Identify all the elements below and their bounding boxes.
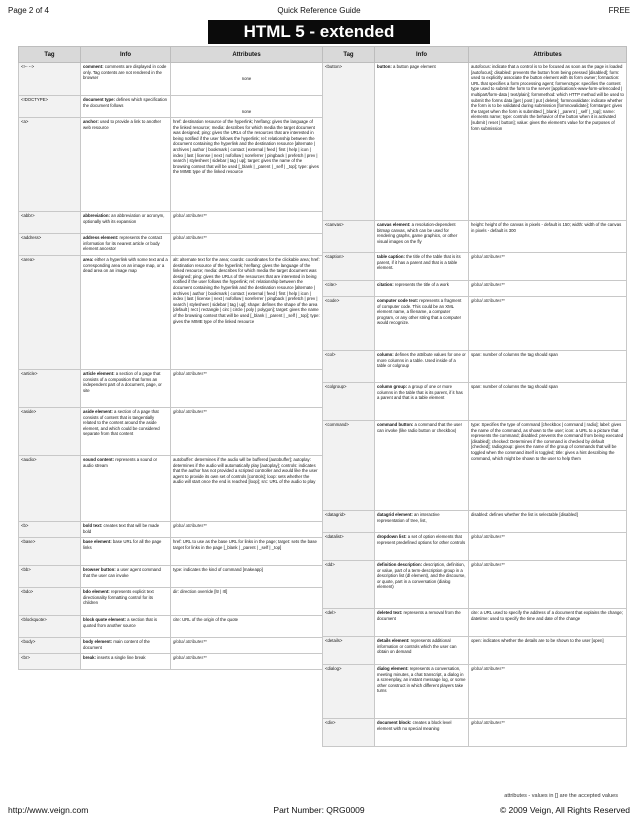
table-row bbox=[19, 522, 323, 538]
info-cell bbox=[81, 256, 171, 370]
element-description: represents explicit text directionality formatting control for its children bbox=[83, 589, 154, 606]
page-title: HTML 5 - extended bbox=[208, 20, 430, 44]
right-table bbox=[322, 46, 627, 747]
element-description: an abbreviation or acronym, optionally with its expansion bbox=[83, 213, 165, 224]
attributes-cell bbox=[171, 588, 323, 616]
attributes-text: global attributes** bbox=[471, 534, 505, 539]
info-cell bbox=[375, 297, 469, 351]
attributes-text: global attributes** bbox=[173, 409, 207, 414]
attributes-text: global attributes** bbox=[173, 639, 207, 644]
attributes-cell bbox=[171, 456, 323, 522]
table-row bbox=[19, 588, 323, 616]
element-name: aside element: bbox=[83, 409, 113, 414]
attributes-cell bbox=[469, 665, 627, 719]
attributes-cell bbox=[469, 383, 627, 421]
table-row bbox=[19, 212, 323, 234]
table-row bbox=[19, 654, 323, 670]
attributes-cell bbox=[171, 118, 323, 212]
guide-label: Quick Reference Guide bbox=[277, 6, 361, 15]
element-description: comments are displayed in code only. Tag contents are not rendered in the browser bbox=[83, 64, 167, 81]
element-name: document type: bbox=[83, 97, 115, 102]
info-cell bbox=[81, 588, 171, 616]
tag-cell: <a> bbox=[19, 118, 81, 212]
attributes-text: global attributes** bbox=[173, 371, 207, 376]
element-name: computer code text: bbox=[377, 298, 419, 303]
attributes-cell bbox=[469, 637, 627, 665]
tag-cell: <audio> bbox=[19, 456, 81, 522]
tag-cell: <dialog> bbox=[323, 665, 375, 719]
element-name: base element: bbox=[83, 539, 112, 544]
element-name: dropdown list: bbox=[377, 534, 407, 539]
element-description: a command that the user can invoke (like radio button or checkbox) bbox=[377, 422, 463, 433]
tag-cell: <colgroup> bbox=[323, 383, 375, 421]
element-name: body element: bbox=[83, 639, 113, 644]
tag-cell: <button> bbox=[323, 63, 375, 221]
table-row bbox=[323, 281, 627, 297]
info-cell bbox=[375, 253, 469, 281]
table-row bbox=[323, 221, 627, 253]
element-description: base URL for all the page links bbox=[83, 539, 162, 550]
attributes-cell bbox=[171, 256, 323, 370]
attributes-text: global attributes** bbox=[471, 282, 505, 287]
info-cell bbox=[375, 665, 469, 719]
attributes-cell bbox=[469, 63, 627, 221]
attributes-text: height: height of the canvas in pixels - default is 150; width: width of the canvas in pixels - default is 300 bbox=[471, 222, 622, 233]
table-row bbox=[19, 63, 323, 96]
attributes-cell bbox=[171, 96, 323, 118]
element-name: block quote element: bbox=[83, 617, 126, 622]
element-name: details element: bbox=[377, 638, 410, 643]
info-cell bbox=[375, 421, 469, 511]
info-cell bbox=[81, 234, 171, 256]
table-row bbox=[323, 511, 627, 533]
element-name: area: bbox=[83, 257, 94, 262]
info-cell bbox=[375, 533, 469, 561]
attributes-text: href: URL to use as the base URL for links in the page; target: sets the base target for links in the page [_blank | _parent | _self | _top] bbox=[173, 539, 317, 550]
attributes-text: global attributes** bbox=[173, 523, 207, 528]
attributes-cell bbox=[171, 638, 323, 654]
attributes-cell bbox=[171, 63, 323, 96]
element-description: a section that is quoted from another source bbox=[83, 617, 158, 628]
element-description: represents the contact information for its nearest article or body element ancestor bbox=[83, 235, 163, 252]
table-row bbox=[323, 719, 627, 747]
element-description: represents additional information or controls which the user can obtain on demand bbox=[377, 638, 457, 655]
element-description: a group of one or more columns in the table that is its parent, if it has a parent and that is a table element bbox=[377, 384, 463, 401]
tag-cell: <body> bbox=[19, 638, 81, 654]
tag-cell: <cite> bbox=[323, 281, 375, 297]
attributes-cell bbox=[469, 421, 627, 511]
info-cell bbox=[81, 370, 171, 408]
attributes-text: span: number of columns the tag should span bbox=[471, 384, 558, 389]
info-cell bbox=[375, 221, 469, 253]
table-row bbox=[323, 351, 627, 383]
attributes-text: global attributes** bbox=[173, 235, 207, 240]
tag-cell: <article> bbox=[19, 370, 81, 408]
attributes-cell bbox=[469, 351, 627, 383]
table-row bbox=[19, 118, 323, 212]
info-cell bbox=[81, 538, 171, 566]
table-row bbox=[19, 408, 323, 456]
tag-cell: <code> bbox=[323, 297, 375, 351]
element-name: citation: bbox=[377, 282, 394, 287]
left-column bbox=[18, 46, 322, 670]
element-name: canvas element: bbox=[377, 222, 411, 227]
info-cell bbox=[81, 456, 171, 522]
attributes-cell bbox=[469, 719, 627, 747]
tag-cell: <col> bbox=[323, 351, 375, 383]
table-row bbox=[19, 370, 323, 408]
info-cell bbox=[81, 616, 171, 638]
attributes-cell bbox=[171, 654, 323, 670]
col-attributes-header: Attributes bbox=[469, 47, 627, 63]
element-name: bdo element: bbox=[83, 589, 110, 594]
element-description: defines the attribute values for one or more columns in a table. Used inside of a table or colgroup bbox=[377, 352, 466, 369]
element-description: creates a block level element with no special meaning bbox=[377, 720, 452, 731]
attributes-text: global attributes** bbox=[173, 213, 207, 218]
tag-cell: <del> bbox=[323, 609, 375, 637]
attributes-text: autofocus: indicate that a control is to be focused as soon as the page is loaded [autofocus]; disabled: prevents the button from being pressed [disabled]; form: used to explicitly associate the button element with its form owner; formaction: URL that specifies a form processing agent; formenctype: specifies the content type used to submit the form to the server [application/x-www-form-urlencoded | multipart/form-data | text/plain]; formmethod: which HTTP method will be used to submit the forms data [get | post | put | delete]; formnovalidate: indicate whether the form is to be validated during submission [formnovalidate]; formtarget: gives the target when the form is submitted [_blank | _parent | _self | _top]; name: elements name; type: controls the behavior of the button when it is activated [submit | reset | button]; value: gives the element's value for the purposes of form submission bbox=[471, 64, 624, 131]
element-name: deleted text: bbox=[377, 610, 403, 615]
page-header bbox=[8, 6, 630, 18]
col-tag-header: Tag bbox=[323, 47, 375, 63]
tag-cell: <datalist> bbox=[323, 533, 375, 561]
attributes-text: disabled: defines whether the list is selectable [disabled] bbox=[471, 512, 578, 517]
element-name: address element: bbox=[83, 235, 119, 240]
table-row bbox=[323, 63, 627, 221]
table-row bbox=[323, 421, 627, 511]
element-description: represents the title of a work bbox=[393, 282, 449, 287]
attributes-text: global attributes** bbox=[471, 720, 505, 725]
tag-cell: <bb> bbox=[19, 566, 81, 588]
free-label: FREE bbox=[608, 6, 630, 15]
part-number: Part Number: QRG0009 bbox=[273, 805, 365, 815]
element-description: represents a removal from the document bbox=[377, 610, 461, 621]
element-name: browser button: bbox=[83, 567, 116, 572]
element-name: comment: bbox=[83, 64, 104, 69]
tag-cell: <blockquote> bbox=[19, 616, 81, 638]
tag-cell: <dd> bbox=[323, 561, 375, 609]
tag-cell: <command> bbox=[323, 421, 375, 511]
attributes-text: cite: URL of the origin of the quote bbox=[173, 617, 239, 622]
element-name: anchor: bbox=[83, 119, 99, 124]
table-row bbox=[19, 616, 323, 638]
element-name: button: bbox=[377, 64, 392, 69]
info-cell bbox=[375, 609, 469, 637]
attributes-cell bbox=[171, 370, 323, 408]
page-footer bbox=[8, 805, 630, 819]
attributes-text: type: Specifies the type of command [checkbox | command | radio]; label: gives the name of the command, as shown to the user; icon: a URL to a picture that represents the command; disabled: prevents the command from being executed [disabled]; checked: Determines if the command is checked by default [checked]; radiogroup: gives the name of the group of commands that will be toggled when the command itself is toggled; title: gives a hint describing the command, which might be shown to the user to help them bbox=[471, 422, 624, 461]
element-name: dialog element: bbox=[377, 666, 409, 671]
info-cell bbox=[81, 638, 171, 654]
table-row bbox=[19, 234, 323, 256]
element-description: represents a fragment of computer code. This could be an XML element name, a filename, a computer program, or any other string that a computer would recognize. bbox=[377, 298, 462, 326]
element-description: a section of a page that consists of content that is tangentially related to the content around the aside element, and which could be considered separate from that content bbox=[83, 409, 160, 437]
element-description: inserts a single line break bbox=[95, 655, 146, 660]
col-info-header: Info bbox=[81, 47, 171, 63]
table-row bbox=[323, 561, 627, 609]
element-name: document block: bbox=[377, 720, 412, 725]
col-info-header: Info bbox=[375, 47, 469, 63]
table-row bbox=[19, 566, 323, 588]
element-name: bold text: bbox=[83, 523, 103, 528]
tag-cell: <canvas> bbox=[323, 221, 375, 253]
attributes-text: href: destination resource of the hyperlink; hreflang: gives the language of the linked resource; media: describes for which media the target document was designed; ping: gives the URLs of the resources that are interested in being notified if the user follows the hyperlink; rel: relationship between the document containing the hyperlink and the destination resource [alternate | archives | author | bookmark | contact | external | feed | first | help | icon | index | last | license | next | nofollow | noreferrer | pingback | prefetch | prev | search | stylesheet | sidebar | tag | up]; target: gives the name of the browsing context that will be used [_blank | _parent | _self | _top]; type: gives the MIME type of the linked resource bbox=[173, 119, 319, 175]
info-cell bbox=[375, 281, 469, 297]
element-description: either a hyperlink with some text and a corresponding area on an image map, or a dead area on an image map bbox=[83, 257, 168, 274]
right-column bbox=[322, 46, 626, 747]
element-description: a set of option elements that represent predefined options for other controls bbox=[377, 534, 466, 545]
table-row bbox=[19, 256, 323, 370]
element-description: used to provide a link to another web resource bbox=[83, 119, 162, 130]
info-cell bbox=[375, 383, 469, 421]
attributes-cell bbox=[469, 253, 627, 281]
attributes-text: span: number of columns the tag should span bbox=[471, 352, 558, 357]
tag-cell: <area> bbox=[19, 256, 81, 370]
info-cell bbox=[375, 511, 469, 533]
element-description: main content of the document bbox=[83, 639, 150, 650]
attributes-cell bbox=[469, 221, 627, 253]
table-row bbox=[323, 637, 627, 665]
tag-cell: <!DOCTYPE> bbox=[19, 96, 81, 118]
table-row bbox=[19, 638, 323, 654]
attributes-text: alt: alternate text for the area; coords: coordinates for the clickable area; href: destination resource of the hyperlink; hreflang: gives the language of the linked resource; media: describes for which media the target document was designed; ping: gives the URLs of the resources that are interested in being notified if the user follows the hyperlink; rel: relationship between the document containing the hyperlink and the destination resource [alternate | archives | author | bookmark | contact | external | feed | first | help | icon | index | last | license | next | nofollow | noreferrer | pingback | prefetch | prev | search | stylesheet | sidebar | tag | up]; shape: defines the shape of the area [default | rect | rectangle | circ | circle | poly | polygon]; target: gives the name of the browsing context that will be used [_blank | _parent | _self | _top]; type: gives the MIME type of the linked resource bbox=[173, 257, 320, 324]
attributes-cell bbox=[171, 212, 323, 234]
attributes-cell bbox=[171, 616, 323, 638]
attributes-text: dir: direction override [ltr | rtl] bbox=[173, 589, 228, 594]
attributes-text: none bbox=[241, 109, 252, 114]
info-cell bbox=[375, 637, 469, 665]
element-name: abbreviation: bbox=[83, 213, 110, 218]
table-row bbox=[323, 665, 627, 719]
table-row bbox=[19, 96, 323, 118]
info-cell bbox=[81, 63, 171, 96]
col-tag-header: Tag bbox=[19, 47, 81, 63]
tag-cell: <aside> bbox=[19, 408, 81, 456]
col-attributes-header: Attributes bbox=[171, 47, 323, 63]
page-number: Page 2 of 4 bbox=[8, 6, 49, 15]
attributes-cell bbox=[171, 522, 323, 538]
copyright: © 2009 Veign, All Rights Reserved bbox=[499, 805, 630, 815]
element-name: datagrid element: bbox=[377, 512, 413, 517]
site-url[interactable]: http://www.veign.com bbox=[8, 805, 89, 815]
attributes-cell bbox=[469, 561, 627, 609]
element-description: creates text that will be made bold bbox=[83, 523, 160, 534]
element-description: defines which specification the document follows bbox=[83, 97, 168, 108]
tag-cell: <caption> bbox=[323, 253, 375, 281]
element-name: sound content: bbox=[83, 457, 115, 462]
attributes-text: global attributes** bbox=[471, 562, 505, 567]
attributes-cell bbox=[469, 533, 627, 561]
element-description: description, definition, or value, part of a term-description group in a description list (dl element), and the discourse, or quote, part in a conversation (dialog element) bbox=[377, 562, 466, 590]
element-description: represents a conversation, meeting minutes, a chat transcript, a dialog in a screenplay, an instant message log, or some other construct in which different players take turns bbox=[377, 666, 466, 694]
info-cell bbox=[81, 96, 171, 118]
attributes-cell bbox=[171, 566, 323, 588]
attributes-text: none bbox=[241, 76, 252, 81]
table-row bbox=[323, 383, 627, 421]
info-cell bbox=[375, 561, 469, 609]
tag-cell: <b> bbox=[19, 522, 81, 538]
element-description: a resolution-dependent bitmap canvas, which can be used for rendering graphs, game graphics, or other visual images on the fly bbox=[377, 222, 458, 244]
element-name: column group: bbox=[377, 384, 408, 389]
element-description: a section of a page that consists of a composition that forms an independent part of a document, page, or site bbox=[83, 371, 162, 393]
attributes-text: open: indicates whether the details are to be shown to the user [open] bbox=[471, 638, 604, 643]
tag-cell: <abbr> bbox=[19, 212, 81, 234]
element-name: article element: bbox=[83, 371, 115, 376]
attributes-text: cite: a URL used to specify the address of a document that explains the change; datetime: used to specify the time and date of the change bbox=[471, 610, 623, 621]
tag-cell: <base> bbox=[19, 538, 81, 566]
attributes-text: autobuffer: determines if the audio will be buffered [autobuffer]; autoplay: determines if the audio will automatically play [autoplay]; controls: indicates that the author has not provided a scripted controller and would like the user agent to provide its own set of controls [controls]; loop: sets whether the audio will start once the end is reached [loop]; src: URL of the audio to play bbox=[173, 457, 318, 485]
attributes-cell bbox=[171, 538, 323, 566]
info-cell bbox=[81, 408, 171, 456]
attributes-text: global attributes** bbox=[471, 666, 505, 671]
element-name: definition description: bbox=[377, 562, 423, 567]
tag-cell: <address> bbox=[19, 234, 81, 256]
attributes-text: global attributes** bbox=[471, 254, 505, 259]
info-cell bbox=[81, 522, 171, 538]
element-name: table caption: bbox=[377, 254, 405, 259]
attributes-cell bbox=[171, 234, 323, 256]
table-row bbox=[19, 456, 323, 522]
table-row bbox=[323, 533, 627, 561]
attributes-cell bbox=[469, 511, 627, 533]
info-cell bbox=[81, 212, 171, 234]
info-cell bbox=[375, 351, 469, 383]
attributes-cell bbox=[469, 297, 627, 351]
info-cell bbox=[81, 654, 171, 670]
info-cell bbox=[81, 118, 171, 212]
attributes-cell bbox=[469, 609, 627, 637]
element-description: a button page element bbox=[391, 64, 436, 69]
tag-cell: <datagrid> bbox=[323, 511, 375, 533]
tag-cell: <!-- --> bbox=[19, 63, 81, 96]
element-description: represents a sound or audio stream bbox=[83, 457, 158, 468]
element-name: break: bbox=[83, 655, 96, 660]
attributes-text: global attributes** bbox=[173, 655, 207, 660]
info-cell bbox=[375, 719, 469, 747]
tag-cell: <details> bbox=[323, 637, 375, 665]
element-name: column: bbox=[377, 352, 394, 357]
attributes-cell bbox=[469, 281, 627, 297]
attributes-note: attributes - values in [] are the accepted values bbox=[504, 793, 618, 799]
tag-cell: <br> bbox=[19, 654, 81, 670]
info-cell bbox=[81, 566, 171, 588]
tag-cell: <bdo> bbox=[19, 588, 81, 616]
table-row bbox=[323, 609, 627, 637]
attributes-text: type: indicates the kind of command [makeapp] bbox=[173, 567, 263, 572]
tag-cell: <div> bbox=[323, 719, 375, 747]
attributes-cell bbox=[171, 408, 323, 456]
table-row bbox=[323, 297, 627, 351]
table-row bbox=[19, 538, 323, 566]
element-description: the title of the table that is its parent, if it has a parent and that is a table element. bbox=[377, 254, 461, 271]
element-name: command button: bbox=[377, 422, 414, 427]
attributes-text: global attributes** bbox=[471, 298, 505, 303]
table-row bbox=[323, 253, 627, 281]
element-description: an interactive representation of tree, list, bbox=[377, 512, 440, 523]
info-cell bbox=[375, 63, 469, 221]
element-description: a user agent command that the user can invoke bbox=[83, 567, 161, 578]
left-table bbox=[18, 46, 323, 670]
